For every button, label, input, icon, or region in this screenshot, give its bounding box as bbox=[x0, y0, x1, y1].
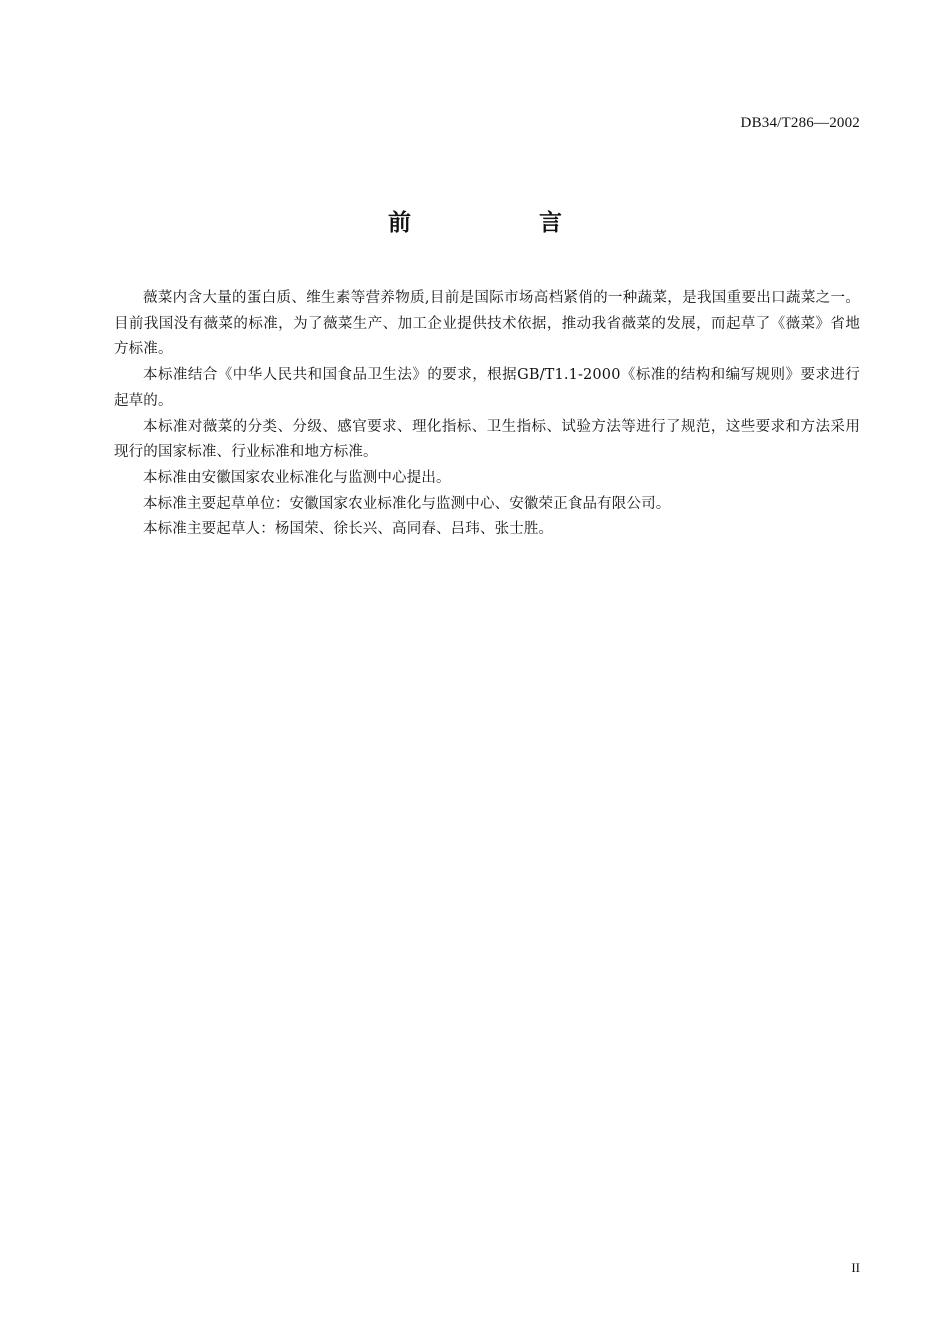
paragraph-proposer: 本标准由安徽国家农业标准化与监测中心提出。 bbox=[143, 469, 451, 486]
paragraph-drafting-units: 本标准主要起草单位：安徽国家农业标准化与监测中心、安徽荣正食品有限公司。 bbox=[143, 495, 671, 512]
document-code: DB34/T286—2002 bbox=[740, 115, 860, 131]
paragraph-drafters: 本标准主要起草人：杨国荣、徐长兴、高同春、吕玮、张士胜。 bbox=[143, 521, 554, 538]
paragraph-basis: 本标准结合《中华人民共和国食品卫生法》的要求，根据GB/T1.1-2000《标准的结构和编写规则》要求进行起草的。 bbox=[114, 367, 860, 409]
page-title: 前 言 bbox=[387, 210, 622, 236]
page-number: II bbox=[851, 1260, 860, 1275]
paragraph-intro: 薇菜内含大量的蛋白质、维生素等营养物质,目前是国际市场高档紧俏的一种蔬菜，是我国重要出口蔬菜之一。目前我国没有薇菜的标准，为了薇菜生产、加工企业提供技术依据，推动我省薇菜的发展，而起草了《薇菜》省地方标准。 bbox=[114, 290, 860, 358]
foreword-body bbox=[114, 286, 860, 543]
paragraph-scope: 本标准对薇菜的分类、分级、感官要求、理化指标、卫生指标、试验方法等进行了规范，这些要求和方法采用现行的国家标准、行业标准和地方标准。 bbox=[114, 418, 860, 461]
